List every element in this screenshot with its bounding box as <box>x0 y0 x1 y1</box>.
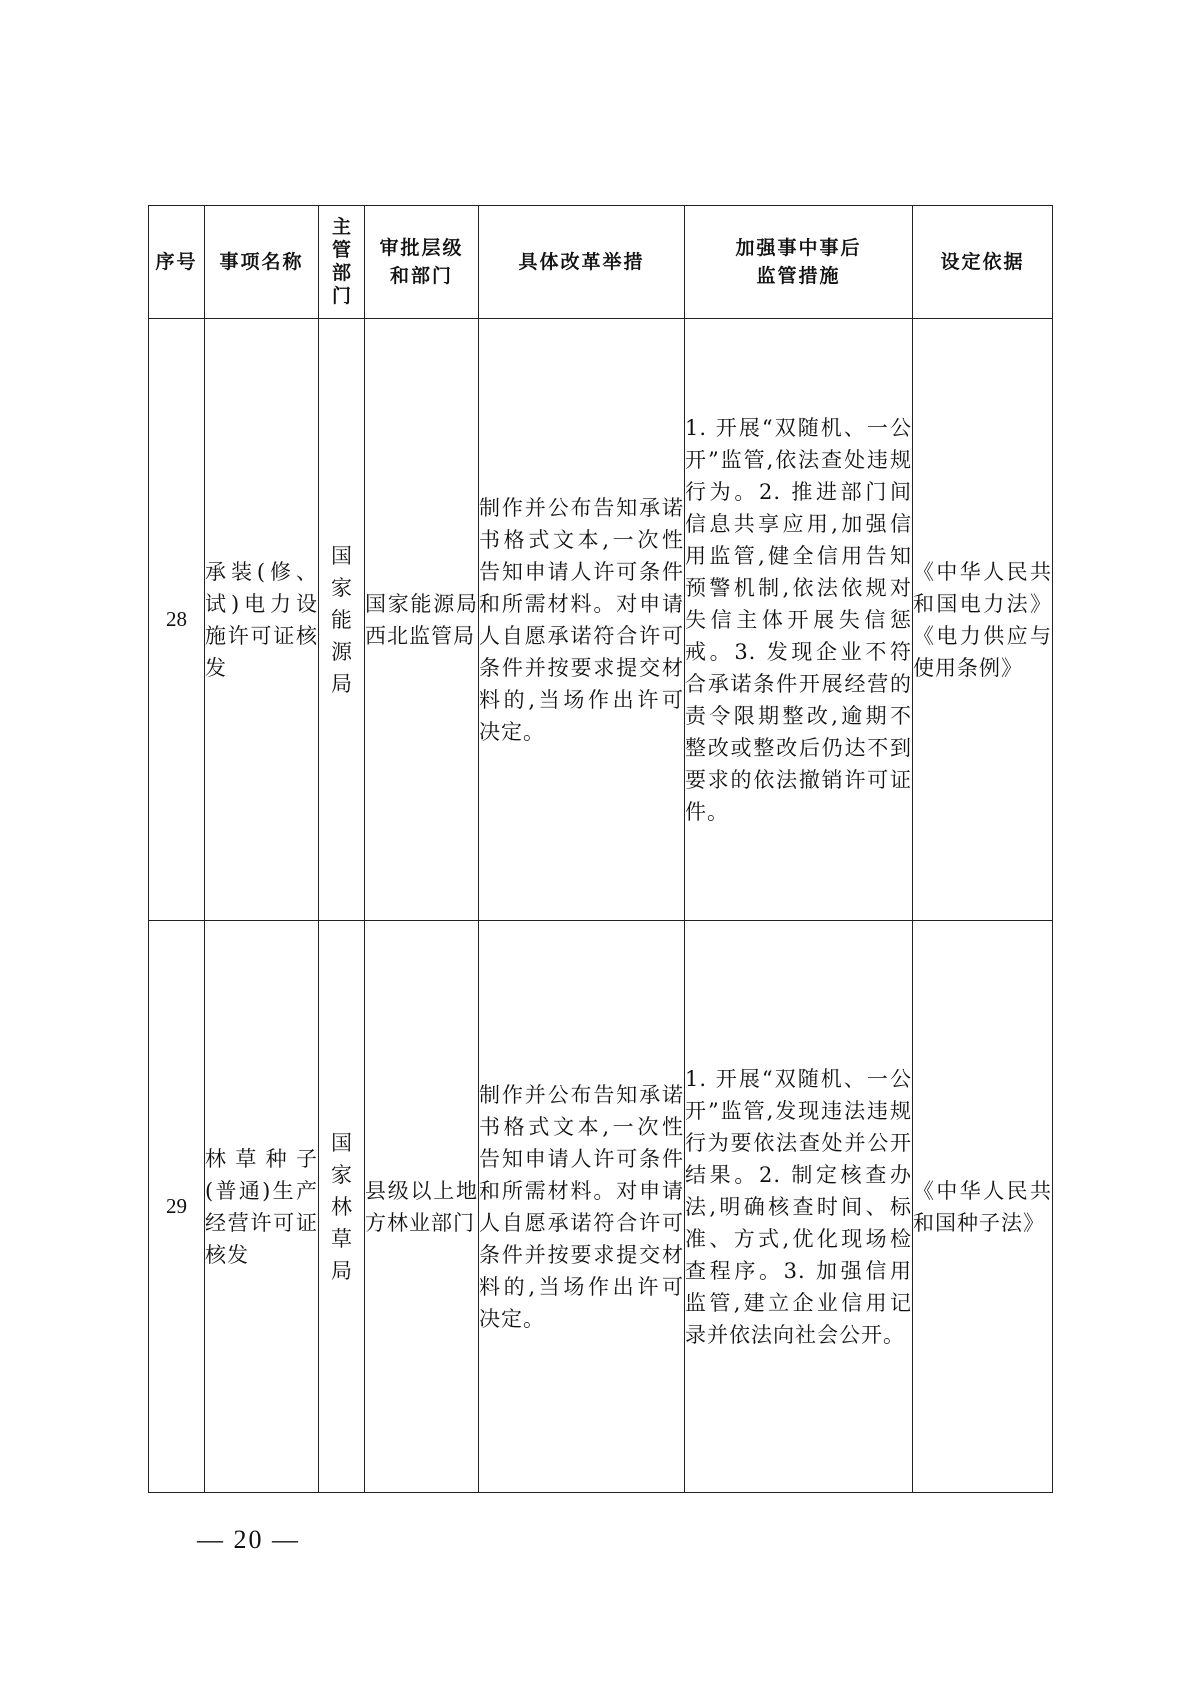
header-supervision-line: 加强事中事后 <box>735 237 862 259</box>
header-department-char: 管 <box>331 239 351 261</box>
header-seq: 序号 <box>149 206 205 319</box>
row-supervision-measures: 1. 开展“双随机、一公开”监管,发现违法违规行为要依法查处并公开结果。2. 制定核查办法,明确核查时间、标准、方式,优化现场检查程序。3. 加强信用监管,建立企业信用记录并依法向社会公开。 <box>685 921 913 1493</box>
table-header-row <box>149 206 1053 319</box>
row-legal-basis: 《中华人民共和国种子法》 <box>913 921 1053 1493</box>
header-department <box>319 206 365 319</box>
header-department-char: 主 <box>331 216 351 238</box>
page-number: — 20 — <box>197 1525 300 1554</box>
department-char: 国 <box>331 543 352 568</box>
header-department-char: 门 <box>331 285 351 307</box>
department-char: 国 <box>331 1130 352 1155</box>
row-seq: 29 <box>149 921 205 1493</box>
department-char: 源 <box>331 639 352 664</box>
department-char: 家 <box>331 575 352 600</box>
row-reform-measures: 制作并公布告知承诺书格式文本,一次性告知申请人许可条件和所需材料。对申请人自愿承诺符合许可条件并按要求提交材料的,当场作出许可决定。 <box>479 319 685 921</box>
header-department-char: 部 <box>331 262 351 284</box>
department-char: 家 <box>331 1162 352 1187</box>
row-item-name: 林草种子(普通)生产经营许可证核发 <box>205 921 319 1493</box>
header-reform-measures: 具体改革举措 <box>479 206 685 319</box>
department-char: 局 <box>331 671 352 696</box>
department-char: 草 <box>331 1226 352 1251</box>
header-approval-level <box>365 206 479 319</box>
row-legal-basis: 《中华人民共和国电力法》《电力供应与使用条例》 <box>913 319 1053 921</box>
header-supervision-measures <box>685 206 913 319</box>
row-reform-measures: 制作并公布告知承诺书格式文本,一次性告知申请人许可条件和所需材料。对申请人自愿承诺符合许可条件并按要求提交材料的,当场作出许可决定。 <box>479 921 685 1493</box>
row-approval-level: 县级以上地方林业部门 <box>365 921 479 1493</box>
header-legal-basis: 设定依据 <box>913 206 1053 319</box>
header-approval-level-line: 审批层级 <box>379 237 464 259</box>
row-approval-level: 国家能源局西北监管局 <box>365 319 479 921</box>
table-row <box>149 319 1053 921</box>
department-char: 能 <box>331 607 352 632</box>
row-department <box>319 319 365 921</box>
header-item-name: 事项名称 <box>205 206 319 319</box>
approval-reform-table <box>148 205 1053 1493</box>
header-supervision-line: 监管措施 <box>756 265 841 287</box>
table-row <box>149 921 1053 1493</box>
row-item-name: 承装(修、试)电力设施许可证核发 <box>205 319 319 921</box>
row-department <box>319 921 365 1493</box>
department-char: 林 <box>331 1194 352 1219</box>
header-approval-level-line: 和部门 <box>389 265 453 287</box>
row-seq: 28 <box>149 319 205 921</box>
department-char: 局 <box>331 1258 352 1283</box>
row-supervision-measures: 1. 开展“双随机、一公开”监管,依法查处违规行为。2. 推进部门间信息共享应用,加强信用监管,健全信用告知预警机制,依法依规对失信主体开展失信惩戒。3. 发现企业不符合承诺条件开展经营的责令限期整改,逾期不整改或整改后仍达不到要求的依法撤销许可证件。 <box>685 319 913 921</box>
